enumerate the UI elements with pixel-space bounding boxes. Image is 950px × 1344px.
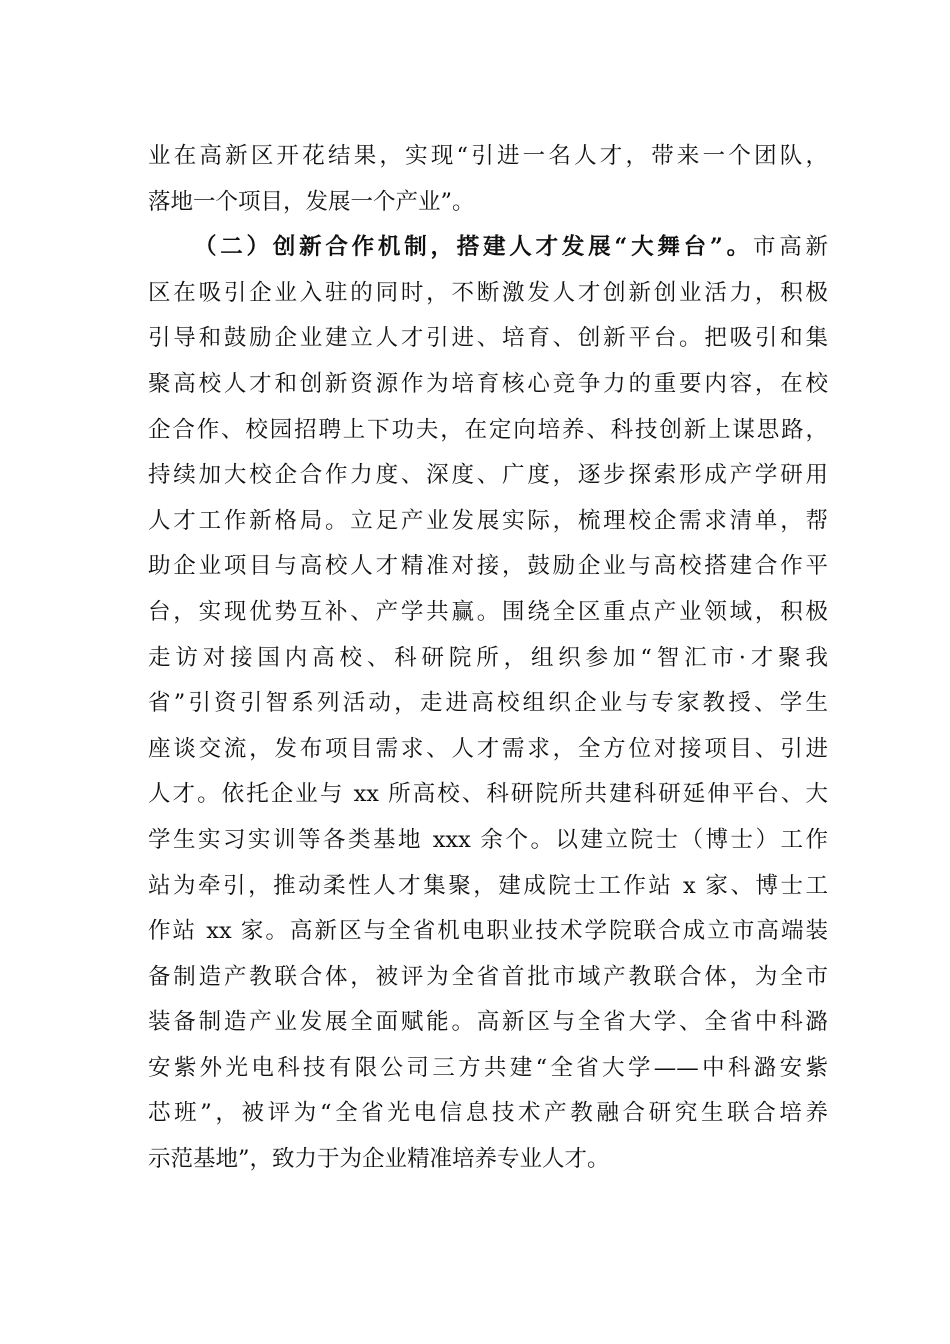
section-two-paragraph xyxy=(148,225,828,1182)
text-line: 业在高新区开花结果，实现“引进一名人才，带来一个团队， xyxy=(148,143,828,169)
text-line: 区在吸引企业入驻的同时，不断激发人才创新创业活力，积极 xyxy=(148,279,828,306)
text-line: 备制造产教联合体，被评为全省首批市域产教联合体，为全市 xyxy=(148,963,828,990)
section-heading: （二）创新合作机制，搭建人才发展“大舞台”。 xyxy=(194,234,753,261)
text-line: 走访对接国内高校、科研院所，组织参加“智汇市·才聚我 xyxy=(148,644,828,671)
text-line: 站为牵引，推动柔性人才集聚，建成院士工作站 x 家、博士工 xyxy=(148,872,828,899)
text-line: 人才。依托企业与 xx 所高校、科研院所共建科研延伸平台、大 xyxy=(148,781,828,808)
text-line: 省”引资引智系列活动，走进高校组织企业与专家教授、学生 xyxy=(148,690,828,717)
section-heading-line xyxy=(148,225,828,271)
text-line: 装备制造产业发展全面赋能。高新区与全省大学、全省中科潞 xyxy=(148,1009,828,1036)
text-line: 人才工作新格局。立足产业发展实际，梳理校企需求清单，帮 xyxy=(148,507,828,534)
text-line: 芯班”，被评为“全省光电信息技术产教融合研究生联合培养 xyxy=(148,1100,828,1127)
text-line: 持续加大校企合作力度、深度、广度，逐步探索形成产学研用 xyxy=(148,462,828,489)
text-line: 座谈交流，发布项目需求、人才需求，全方位对接项目、引进 xyxy=(148,735,828,762)
text-line: 示范基地”，致力于为企业精准培养专业人才。 xyxy=(148,1146,610,1173)
text-line: 台，实现优势互补、产学共赢。围绕全区重点产业领域，积极 xyxy=(148,598,828,625)
text-line: 落地一个项目，发展一个产业”。 xyxy=(148,188,475,215)
text-line: 引导和鼓励企业建立人才引进、培育、创新平台。把吸引和集 xyxy=(148,325,828,352)
text-line: 安紫外光电科技有限公司三方共建“全省大学——中科潞安紫 xyxy=(148,1054,828,1081)
text-line: 聚高校人才和创新资源作为培育核心竞争力的重要内容，在校 xyxy=(148,370,828,397)
text-line: 作站 xx 家。高新区与全省机电职业技术学院联合成立市高端装 xyxy=(148,918,828,945)
text-line: 企合作、校园招聘上下功夫，在定向培养、科技创新上谋思路， xyxy=(148,416,828,443)
text-line: 学生实习实训等各类基地 xxx 余个。以建立院士（博士）工作 xyxy=(148,826,828,853)
text-line: 助企业项目与高校人才精准对接，鼓励企业与高校搭建合作平 xyxy=(148,553,828,580)
continued-paragraph xyxy=(148,134,828,225)
heading-line-rest: 市高新 xyxy=(752,234,828,261)
